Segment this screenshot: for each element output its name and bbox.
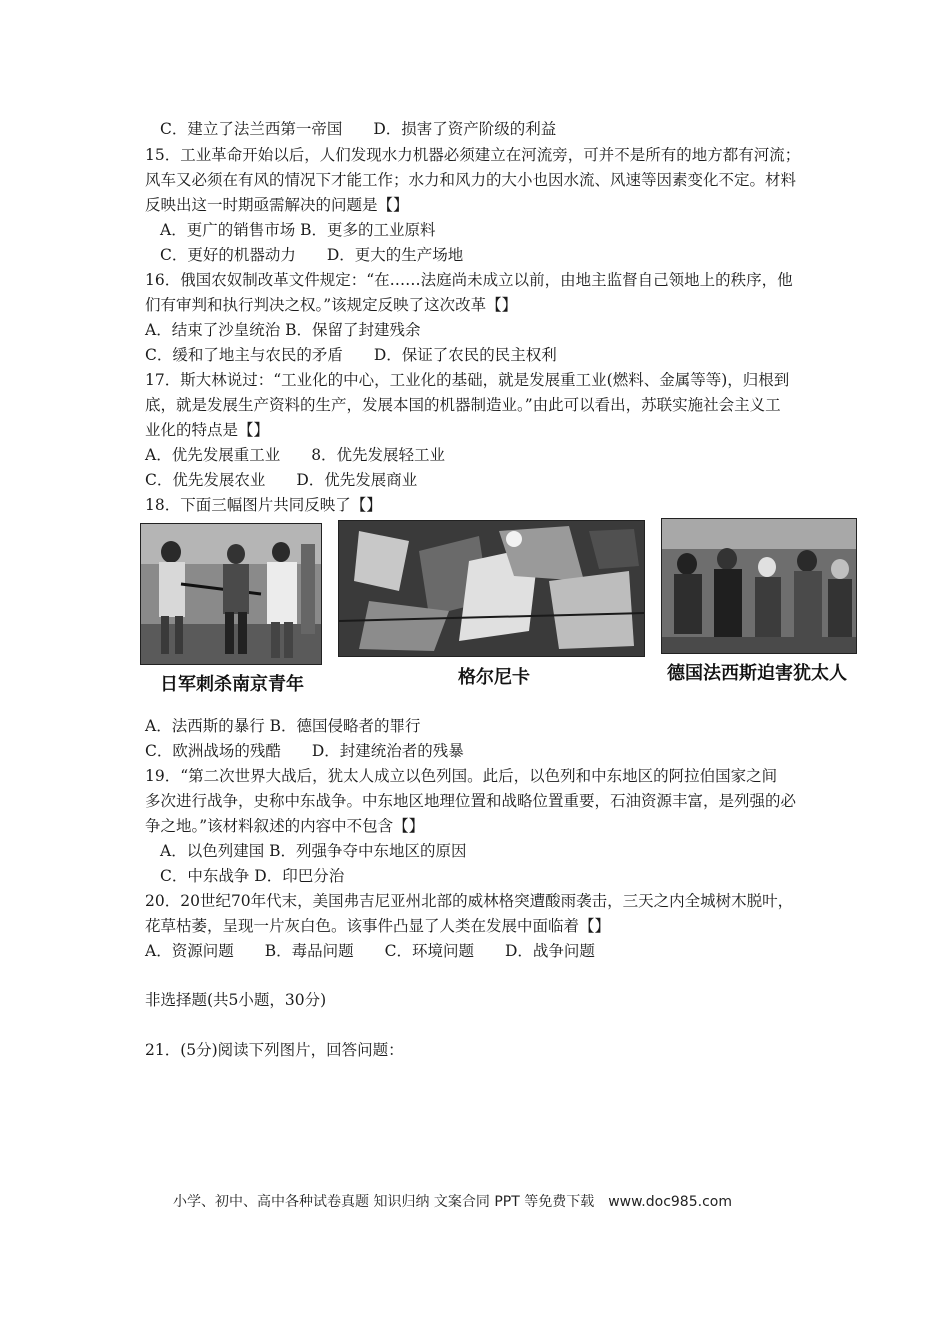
q18-stem: 18．下面三幅图片共同反映了【】 — [145, 496, 382, 514]
q19-stem-1: 19．“第二次世界大战后，犹太人成立以色列国。此后，以色列和中东地区的阿拉伯国家之间 — [145, 767, 778, 785]
q14-option-cd: C．建立了法兰西第一帝国 D．损害了资产阶级的利益 — [160, 120, 557, 138]
q19-stem-2: 多次进行战争，史称中东战争。中东地区地理位置和战略位置重要，石油资源丰富，是列强的必 — [145, 792, 797, 810]
q17-stem-1: 17．斯大林说过：“工业化的中心，工业化的基础，就是发展重工业(燃料、金属等等)，归根到 — [145, 371, 790, 389]
q20-stem-1: 20．20世纪70年代末，美国弗吉尼亚州北部的威林格突遭酸雨袭击，三天之内全城树木脱叶， — [145, 892, 794, 910]
q17-option-ab: A．优先发展重工业 8．优先发展轻工业 — [145, 446, 446, 464]
q16-option-cd: C．缓和了地主与农民的矛盾 D．保证了农民的民主权利 — [145, 346, 557, 364]
photo-nanjing — [140, 523, 322, 665]
q19-option-cd: C．中东战争 D．印巴分治 — [160, 867, 345, 885]
q19-option-ab: A．以色列建国 B．列强争夺中东地区的原因 — [160, 842, 467, 860]
q21-stem: 21．(5分)阅读下列图片，回答问题： — [145, 1041, 404, 1059]
q16-stem-2: 们有审判和执行判决之权。”该规定反映了这次改革【】 — [145, 296, 518, 314]
photo-guernica — [338, 520, 645, 657]
q19-stem-3: 争之地。”该材料叙述的内容中不包含【】 — [145, 817, 425, 835]
page-footer: 小学、初中、高中各种试卷真题 知识归纳 文案合同 PPT 等免费下载 www.doc985.com — [173, 1194, 732, 1210]
section-heading: 非选择题(共5小题，30分) — [145, 991, 327, 1009]
q20-stem-2: 花草枯萎，呈现一片灰白色。该事件凸显了人类在发展中面临着【】 — [145, 917, 611, 935]
caption-persecution: 德国法西斯迫害犹太人 — [667, 663, 847, 684]
q15-stem-1: 15．工业革命开始以后，人们发现水力机器必须建立在河流旁，可并不是所有的地方都有河流； — [145, 146, 801, 164]
q16-stem-1: 16．俄国农奴制改革文件规定：“在……法庭尚未成立以前，由地主监督自己领地上的秩序，他 — [145, 271, 793, 289]
q15-option-cd: C．更好的机器动力 D．更大的生产场地 — [160, 246, 464, 264]
q16-option-ab: A．结束了沙皇统治 B．保留了封建残余 — [145, 321, 421, 339]
photo-nanjing-image — [141, 524, 321, 664]
q18-option-ab: A．法西斯的暴行 B．德国侵略者的罪行 — [145, 717, 421, 735]
photo-persecution-image — [662, 519, 856, 653]
caption-nanjing: 日军刺杀南京青年 — [160, 674, 304, 695]
q17-stem-2: 底，就是发展生产资料的生产，发展本国的机器制造业。”由此可以看出，苏联实施社会主义工 — [145, 396, 781, 414]
photo-guernica-image — [339, 521, 644, 656]
q20-options: A．资源问题 B．毒品问题 C．环境问题 D．战争问题 — [145, 942, 595, 960]
caption-guernica: 格尔尼卡 — [458, 667, 530, 688]
q15-option-ab: A．更广的销售市场 B．更多的工业原料 — [160, 221, 436, 239]
q18-option-cd: C．欧洲战场的残酷 D．封建统治者的残暴 — [145, 742, 464, 760]
q15-stem-2: 风车又必须在有风的情况下才能工作；水力和风力的大小也因水流、风速等因素变化不定。材料 — [145, 171, 797, 189]
q17-option-cd: C．优先发展农业 D．优先发展商业 — [145, 471, 418, 489]
photo-persecution — [661, 518, 857, 654]
q15-stem-3: 反映出这一时期亟需解决的问题是【】 — [145, 196, 409, 214]
q17-stem-3: 业化的特点是【】 — [145, 421, 270, 439]
